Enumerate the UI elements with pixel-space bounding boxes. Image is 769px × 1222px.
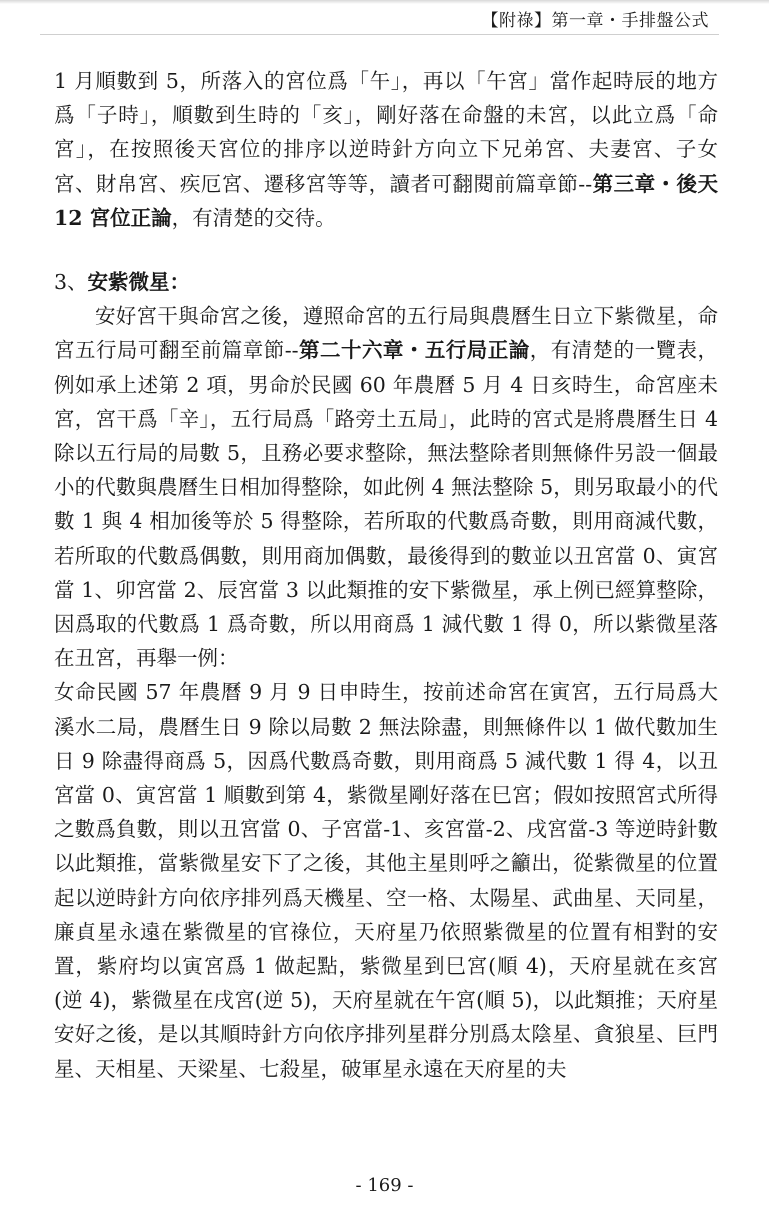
- chapter-reference-bold-2: 第二十六章・五行局正論: [298, 338, 530, 363]
- section-heading: [54, 265, 718, 299]
- section-title: 安紫微星：: [87, 270, 191, 295]
- page-number: - 169 -: [355, 1175, 414, 1196]
- paragraph-2-text-a: 安好宮干與命宮之後，遵照命宮的五行局與農曆生日立下紫微星，命宮五行局可翻至前篇章節--: [54, 304, 718, 363]
- section-number: 3、: [54, 270, 88, 295]
- paragraph-1-text-a: 1 月順數到 5，所落入的宮位爲「午」，再以「午宮」當作起時辰的地方爲「子時」，順數到生時的「亥」，剛好落在命盤的未宮，以此立爲「命宮」，在按照後天宮位的排序以逆時針方向立下兄弟宮、夫妻宮、子女宮、財帛宮、疾厄宮、遷移宮等等，讀者可翻閱前篇章節--: [54, 69, 718, 196]
- header-rule: [40, 34, 719, 35]
- chapter-reference-bold: 第三章・後天 12 宮位正論: [54, 171, 719, 230]
- paragraph-1-text-b: ，有清楚的交待。: [171, 205, 336, 230]
- scan-edge-shadow: [0, 0, 769, 4]
- paragraph-2-text-b: ，有清楚的一覽表，例如承上述第 2 項，男命於民國 60 年農曆 5 月 4 日亥時生，命宮座未宮，宮干爲「辛」，五行局爲「路旁土五局」，此時的宮式是將農曆生日 4 除以五行局的局數 5，且務必要求整除，無法整除者則無條件另設一個最小的代數與農曆生日相加得整除，如此例 4 無法整除 5，則另取最小的代數 1 與 4 相加後等於 5 得整除，若所取的代數爲奇數，則用商減代數，若所取的代數爲偶數，則用商加偶數，最後得到的數並以丑宮當 0、寅宮當 1、卯宮當 2、辰宮當 3 以此類推的安下紫微星，承上例已經算整除，因爲取的代數爲 1 爲奇數，所以用商爲 1 減代數 1 得 0，所以紫微星落在丑宮，再舉一例：: [54, 338, 719, 671]
- running-header: 【附祿】第一章・手排盤公式: [481, 11, 709, 31]
- paragraph-2: [54, 299, 718, 675]
- paragraph-1: [54, 64, 718, 235]
- body-text: [54, 64, 718, 1086]
- paragraph-3: 女命民國 57 年農曆 9 月 9 日申時生，按前述命宮在寅宮，五行局爲大溪水二局，農曆生日 9 除以局數 2 無法除盡，則無條件以 1 做代數加生日 9 除盡得商爲 5，因爲代數爲奇數，則用商爲 5 減代數 1 得 4，以丑宮當 0、寅宮當 1 順數到第 4，紫微星剛好落在巳宮；假如按照宮式所得之數爲負數，則以丑宮當 0、子宮當-1、亥宮當-2、戌宮當-3 等逆時針數以此類推，當紫微星安下了之後，其他主星則呼之籲出，從紫微星的位置起以逆時針方向依序排列爲天機星、空一格、太陽星、武曲星、天同星，廉貞星永遠在紫微星的官祿位，天府星乃依照紫微星的位置有相對的安置，紫府均以寅宮爲 1 做起點，紫微星到巳宮(順 4)，天府星就在亥宮(逆 4)，紫微星在戌宮(逆 5)，天府星就在午宮(順 5)，以此類推；天府星安好之後，是以其順時針方向依序排列星群分別爲太陰星、貪狼星、巨門星、天相星、天梁星、七殺星，破軍星永遠在天府星的夫: [54, 680, 718, 1081]
